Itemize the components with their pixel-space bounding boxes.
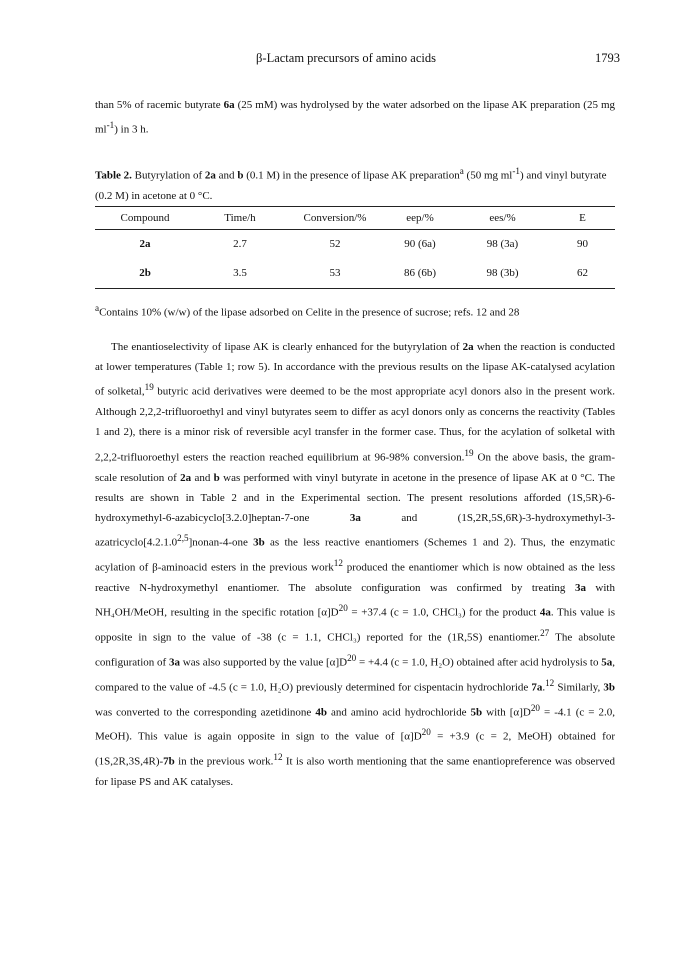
cell-conversion: 53	[285, 258, 385, 289]
body-paragraph: The enantioselectivity of lipase AK is clearly enhanced for the butyrylation of 2a when the reaction is conducted at lower temperatures (Table 1; row 5). In accordance with the previous results on the lipase AK-catalysed acylation of solketal,$^{19}$ butyric acid derivatives were deemed to be the most appropriate acyl donors also in the present work. Although 2,2,2-trifluoroethyl and vinyl butyrates seem to differ as acyl donors only as concerns the reactivity (Tables 1 and 2), there is a minor risk of reversible acyl transfer in the former case. Thus, for the acylation of solketal with 2,2,2-trifluoroethyl esters the reaction reached equilibrium at 96-98% conversion.$^{19}$ On the above basis, the gram-scale resolution of 2a and b was performed with vinyl butyrate in acetone in the presence of lipase AK at 0 °C. The results are shown in Table 2 and in the Experimental section. The present resolutions afforded (1S,5R)-6-hydroxymethyl-6-azabicyclo[3.2.0]heptan-7-one 3a and (1S,2R,5S,6R)-3-hydroxymethyl-3-azatricyclo[4.2.1.0$^{2,5}$]nonan-4-one 3b as the less reactive enantiomers (Schemes 1 and 2). Thus, the enzymatic acylation of β-aminoacid esters in the previous work$^{12}$ produced the enantiomer which is now obtained as the less reactive N-hydroxymethyl enantiomer. The absolute configuration was confirmed by treating 3a with NH₄OH/MeOH, resulting in the specific rotation $[\alpha]D^{20} = +37.4$ (c = 1.0, CHCl₃) for the product 4a. This value is opposite in sign to the value of -38 (c = 1.1, CHCl₃) reported for the (1R,5S) enantiomer.$^{27}$ The absolute configuration of 3a was also supported by the value $[\alpha]D^{20} = +4.4$ (c = 1.0, H₂O) obtained after acid hydrolysis to 5a, compared to the value of -4.5 (c = 1.0, H₂O) previously determined for cispentacin hydrochloride 7a.$^{12}$ Similarly, 3b was converted to the corresponding azetidinone 4b and amino acid hydrochloride 5b with $[\alpha]D^{20} = -4.1$ (c = 2.0, MeOH). This value is again opposite in sign to the value of $[\alpha]D^{20} = +3.9$ (c = 2, MeOH) obtained for (1S,2R,3S,4R)-7b in the previous work.$^{12}$ It is also worth mentioning that the same enantiopreference was observed for lipase PS and AK catalyses.	[95, 341, 616, 789]
cell-ees: 98 (3b)	[455, 258, 550, 289]
table-caption: Table 2. Butyrylation of 2a and b (0.1 M) in the presence of lipase AK preparation$^a$ (50 mg $ml^{-1}$) and vinyl butyrate (0.2 M) in acetone at 0 °C.	[95, 166, 607, 202]
header-e: E	[550, 207, 615, 230]
cell-e: 90	[577, 238, 588, 250]
table-footnote: $^a$Contains 10% (w/w) of the lipase adsorbed on Celite in the presence of sucrose; refs. 12 and 28	[95, 303, 520, 319]
header-compound: Compound	[95, 207, 195, 230]
cell-eep: 90 (6a)	[404, 238, 436, 250]
header-conversion: Conversion/%	[285, 207, 385, 230]
running-title: β-Lactam precursors of amino acids	[256, 51, 436, 65]
header-time: Time/h	[195, 207, 285, 230]
intro-paragraph: than 5% of racemic butyrate 6a (25 mM) was hydrolysed by the water adsorbed on the lipase AK preparation (25 mg $ml^{-1}$) in 3 h.	[95, 99, 615, 136]
cell-time: 3.5	[195, 258, 285, 289]
table-row	[95, 230, 615, 259]
table-header-row	[95, 207, 615, 230]
header-ees: ees/%	[455, 207, 550, 230]
header-eep: eep/%	[385, 207, 455, 230]
cell-ees: 98 (3a)	[486, 238, 519, 250]
results-table	[95, 206, 615, 289]
page-number: 1793	[595, 51, 620, 65]
cell-conversion: 52	[329, 238, 341, 250]
cell-compound: 2b	[95, 258, 195, 289]
cell-compound: 2a	[139, 238, 151, 250]
cell-eep: 86 (6b)	[385, 258, 455, 289]
cell-e: 62	[550, 258, 615, 289]
table-row	[95, 258, 615, 289]
cell-time: 2.7	[233, 238, 247, 250]
running-header	[0, 51, 692, 69]
